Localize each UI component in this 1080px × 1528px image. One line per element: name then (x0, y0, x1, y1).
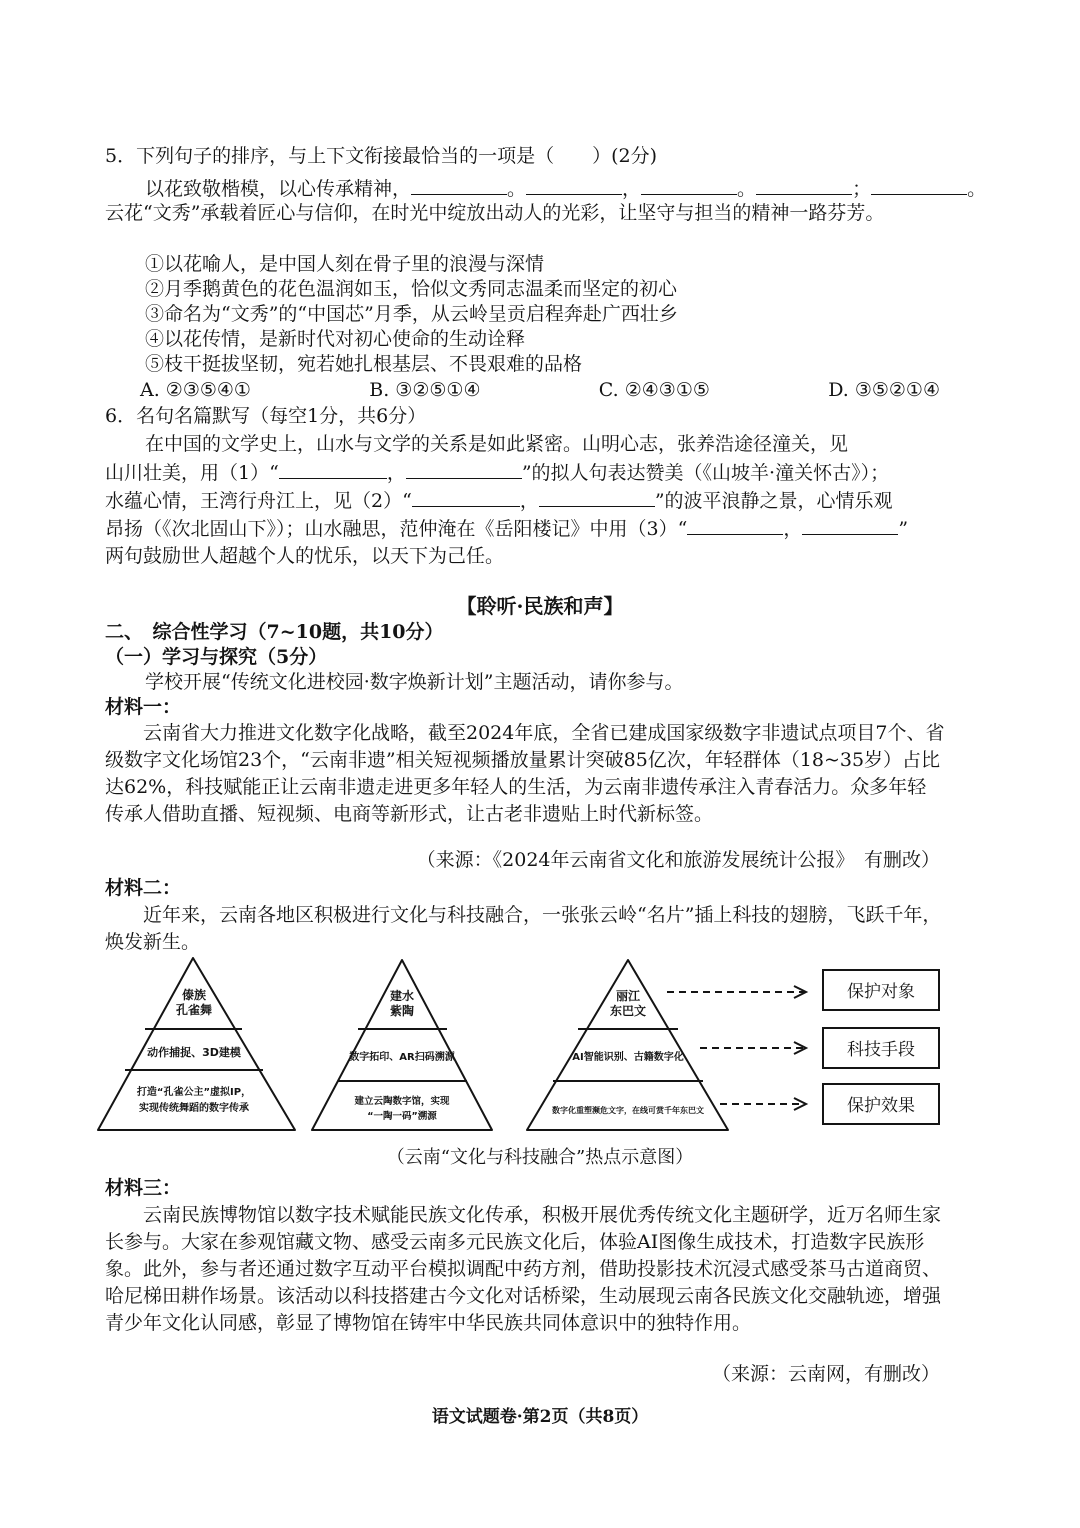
fill-blank-1a[interactable] (279, 460, 387, 479)
question-6-stem: 6．名句名篇默写（每空1分，共6分） (105, 405, 427, 427)
q6-line-2 (105, 460, 945, 486)
pyramid-3-top-1: 丽江 (615, 989, 641, 1003)
q6-text: ”的波平浪静之景，心情乐观 (654, 490, 893, 512)
fill-blank (641, 176, 737, 195)
label-box-protect-object (823, 970, 939, 1010)
dashed-arrows (667, 986, 806, 1110)
fill-blank (871, 176, 967, 195)
section-title: 【聆听·民族和声】 (456, 594, 624, 618)
material-3-source: （来源：云南网，有删改） (711, 1363, 940, 1385)
option-5: ⑤枝干挺拔坚韧，宛若她扎根基层、不畏艰难的品格 (145, 353, 583, 375)
fill-blank (526, 176, 622, 195)
punct: 。 (967, 178, 987, 200)
material-1-label: 材料一： (105, 696, 182, 718)
punct: ， (386, 462, 406, 484)
q6-text: ”的拟人句表达赞美（《山坡羊·潼关怀古》）； (521, 462, 890, 484)
q6-text: ” (898, 518, 909, 540)
culture-tech-diagram (90, 950, 960, 1140)
choice-c[interactable]: C. ②④③①⑤ (598, 379, 710, 401)
pyramid-3-middle: AI智能识别、古籍数字化 (572, 1052, 684, 1063)
pyramid-jianshui-pottery (312, 960, 492, 1130)
material-1-text: 云南省大力推进文化数字化战略，截至2024年底，全省已建成国家级数字非遗试点项目7个、省级数字文化场馆23个，“云南非遗”相关短视频播放量累计突破85亿次，年轻群体（18~35岁）占比达62%，科技赋能正让云南非遗走进更多年轻人的生活，为云南非遗传承注入青春活力。众多年轻传承人借助直播、短视频、电商等新形式，让古老非遗贴上时代新标签。 (105, 722, 945, 825)
punct: ， (783, 518, 803, 540)
pyramid-2-bottom-1: 建立云陶数字馆，实现 (354, 1096, 450, 1107)
label-box-tech-means (823, 1028, 939, 1068)
label-box-protect-effect (823, 1084, 939, 1124)
pyramid-2-middle: 数字拓印、AR扫码溯源 (349, 1052, 455, 1063)
material-2-text: 近年来，云南各地区积极进行文化与科技融合，一张张云岭“名片”插上科技的翅膀，飞跃千年，焕发新生。 (105, 904, 942, 953)
q6-text: 水蕴心情，王湾行舟江上，见（2）“ (105, 490, 412, 512)
pyramid-1-middle: 动作捕捉、3D建模 (147, 1046, 241, 1059)
pyramid-lijiang-dongba (527, 960, 728, 1130)
fill-blank (756, 176, 852, 195)
fill-blank-1b[interactable] (406, 460, 522, 479)
material-2-label: 材料二： (105, 877, 182, 899)
punct: ； (852, 178, 872, 200)
option-3: ③命名为“文秀”的“中国芯”月季，从云岭呈贡启程奔赴广西壮乡 (145, 303, 678, 325)
material-3-label: 材料三： (105, 1177, 182, 1199)
fill-blank-3a[interactable] (687, 516, 783, 535)
svg-text:保护对象: 保护对象 (847, 982, 915, 1002)
pyramid-2-bottom-2: “一陶一码”溯源 (367, 1111, 437, 1122)
pyramid-1-top-2: 孔雀舞 (175, 1003, 213, 1017)
question-5-stem: 5．下列句子的排序，与上下文衔接最恰当的一项是（ ）(2分) (105, 145, 658, 167)
pyramid-3-bottom: 数字化重塑濒危文字，在线可赏千年东巴文 (552, 1106, 704, 1115)
q6-line-4 (105, 516, 945, 542)
material-1-source: （来源：《2024年云南省文化和旅游发展统计公报》 有删改） (416, 849, 940, 871)
section-heading: 二、 综合性学习（7~10题，共10分） (105, 621, 444, 643)
option-4: ④以花传情，是新时代对初心使命的生动诠释 (145, 328, 526, 350)
pyramid-2-top-1: 建水 (389, 989, 415, 1003)
punct: 。 (737, 178, 757, 200)
choice-d[interactable]: D. ③⑤②①④ (828, 379, 940, 401)
fill-blank (411, 176, 507, 195)
answer-choices (140, 378, 940, 402)
svg-text:保护效果: 保护效果 (847, 1096, 915, 1116)
q6-line-5: 两句鼓励世人超越个人的忧乐，以天下为己任。 (105, 545, 505, 567)
activity-intro: 学校开展“传统文化进校园·数字焕新计划”主题活动，请你参与。 (145, 671, 684, 693)
fill-blank-3b[interactable] (802, 516, 898, 535)
pyramid-3-top-2: 东巴文 (609, 1004, 647, 1018)
pyramid-1-bottom-1: 打造“孔雀公主”虚拟IP， (136, 1087, 252, 1098)
pyramid-1-top-1: 傣族 (181, 988, 207, 1002)
punct: 。 (507, 178, 527, 200)
fill-blank-2a[interactable] (412, 488, 520, 507)
svg-text:科技手段: 科技手段 (847, 1040, 915, 1060)
punct: ， (519, 490, 539, 512)
q6-line-3 (105, 488, 945, 514)
choice-a[interactable]: A. ②③⑤④① (140, 379, 251, 401)
pyramid-dai-peacock (98, 958, 295, 1130)
q6-line-1: 在中国的文学史上，山水与文学的关系是如此紧密。山明心志，张养浩途径潼关，见 (145, 433, 849, 455)
page-footer: 语文试题卷·第2页（共8页） (431, 1407, 649, 1427)
q6-text: 山川壮美，用（1）“ (105, 462, 279, 484)
question-5-sentence (145, 176, 985, 202)
option-1: ①以花喻人，是中国人刻在骨子里的浪漫与深情 (145, 253, 545, 275)
punct: ， (622, 178, 642, 200)
pyramid-2-top-2: 紫陶 (389, 1004, 415, 1018)
q6-text: 昂扬（《次北固山下》）；山水融思，范仲淹在《岳阳楼记》中用（3）“ (105, 518, 688, 540)
material-3-text: 云南民族博物馆以数字技术赋能民族文化传承，积极开展优秀传统文化主题研学，近万名师生家长参与。大家在参观馆藏文物、感受云南多元民族文化后，体验AI图像生成技术，打造数字民族形象。此外，参与者还通过数字互动平台模拟调配中药方剂，借助投影技术沉浸式感受茶马古道商贸、哈尼梯田耕作场景。该活动以科技搭建古今文化对话桥梁，生动展现云南各民族文化交融轨迹，增强青少年文化认同感，彰显了博物馆在铸牢中华民族共同体意识中的独特作用。 (105, 1204, 942, 1334)
choice-b[interactable]: B. ③②⑤①④ (369, 379, 481, 401)
pyramid-1-bottom-2: 实现传统舞蹈的数字传承 (139, 1103, 249, 1114)
question-5-paragraph: 云花“文秀”承载着匠心与信仰，在时光中绽放出动人的光彩，让坚守与担当的精神一路芬芳。 (105, 202, 885, 224)
sentence-lead: 以花致敬楷模，以心传承精神， (145, 178, 412, 200)
option-2: ②月季鹅黄色的花色温润如玉，恰似文秀同志温柔而坚定的初心 (145, 278, 678, 300)
diagram-caption: （云南“文化与科技融合”热点示意图） (386, 1147, 694, 1168)
section-subheading: （一）学习与探究（5分） (105, 646, 328, 668)
fill-blank-2b[interactable] (539, 488, 655, 507)
